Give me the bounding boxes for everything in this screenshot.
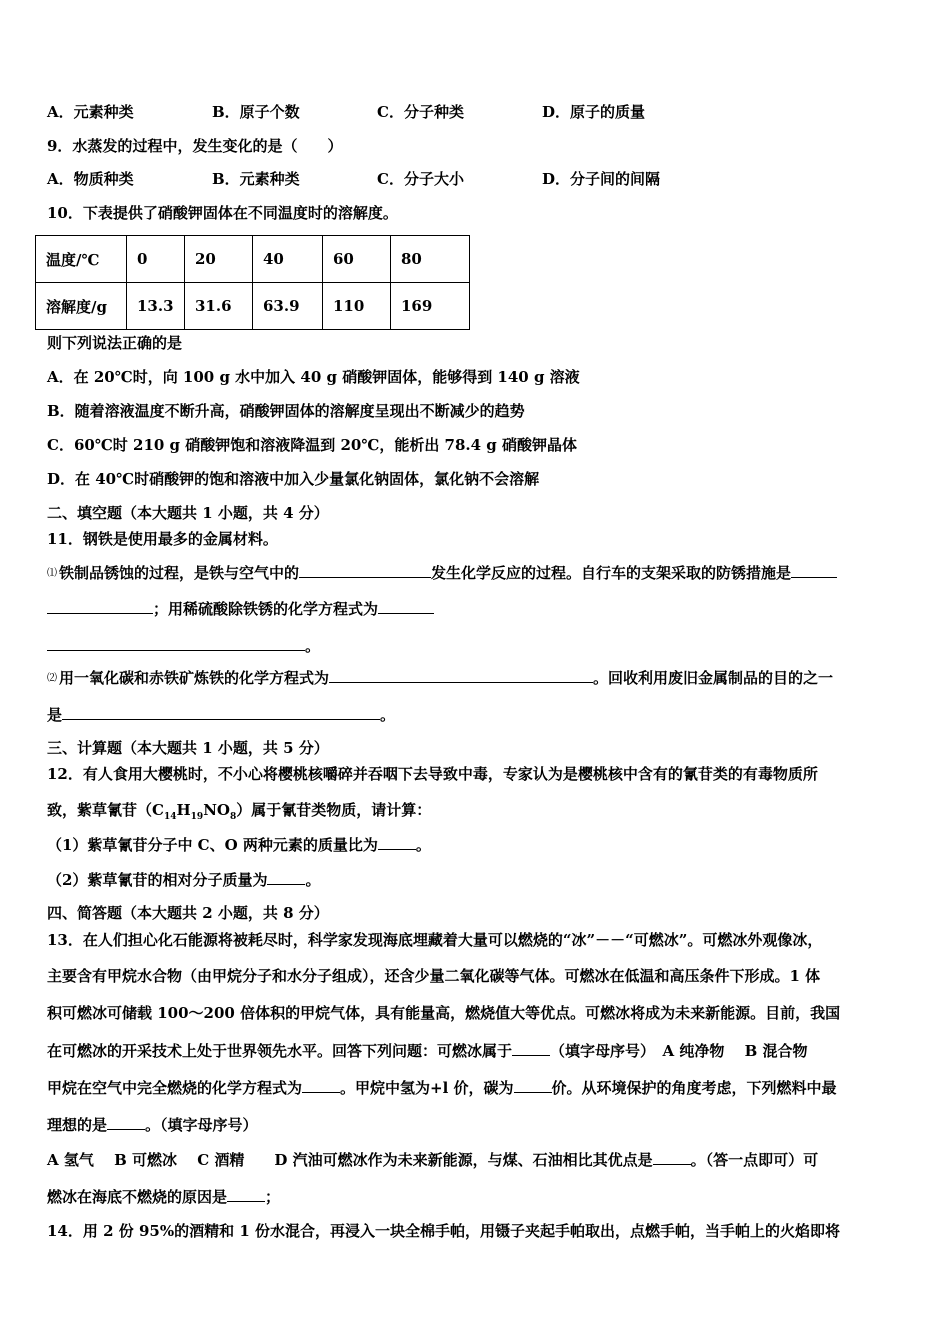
q9-option-b: B．元素种类	[212, 170, 300, 188]
table-row	[36, 236, 470, 283]
answer-blank	[47, 636, 305, 651]
q11-part1-line2	[47, 599, 434, 619]
q14-line1: 14．用 2 份 95%的酒精和 1 份水混合，再浸入一块全棉手帕，用镊子夹起手帕取出，点燃手帕，当手帕上的火焰即将	[47, 1222, 840, 1240]
q13-text: 。甲烷中氢为+l 价，碳为	[340, 1079, 514, 1097]
answer-blank	[62, 705, 380, 720]
section3-heading: 三、计算题（本大题共 1 小题，共 5 分）	[47, 739, 329, 757]
q12-line1: 12．有人食用大樱桃时，不小心将樱桃核嚼碎并吞咽下去导致中毒，专家认为是樱桃核中含有的氰苷类的有毒物质所	[47, 765, 818, 783]
period: 。	[305, 871, 321, 889]
table-cell: 63.9	[253, 283, 323, 330]
table-cell: 0	[127, 236, 185, 283]
q8-option-c: C．分子种类	[377, 103, 464, 121]
table-cell: 13.3	[127, 283, 185, 330]
table-cell: 169	[391, 283, 470, 330]
q8-option-d: D．原子的质量	[542, 103, 646, 121]
q11-p1-text: ；用稀硫酸除铁锈的化学方程式为	[153, 600, 379, 618]
answer-blank	[227, 1187, 265, 1202]
q13-line6	[47, 1115, 258, 1135]
q8-option-b: B．原子个数	[212, 103, 300, 121]
q10-option-c: C．60℃时 210 g 硝酸钾饱和溶液降温到 20℃，能析出 78.4 g 硝酸钾晶体	[47, 436, 578, 454]
answer-blank	[107, 1115, 145, 1130]
q9-option-a: A．物质种类	[47, 170, 134, 188]
q13-line1: 13．在人们担心化石能源将被耗尽时，科学家发现海底埋藏着大量可以燃烧的“冰”－－“可燃冰”。可燃冰外观像冰，	[47, 931, 823, 949]
section4-heading: 四、简答题（本大题共 2 小题，共 8 分）	[47, 904, 329, 922]
q13-text: 。（填字母序号）	[145, 1116, 258, 1134]
q12-text: ）属于氰苷类物质，请计算：	[236, 801, 432, 819]
q13-line5	[47, 1078, 837, 1098]
q8-option-a: A．元素种类	[47, 103, 134, 121]
q11-p1-text: 铁制品锈蚀的过程，是铁与空气中的	[59, 564, 300, 582]
q12-line2	[47, 800, 431, 827]
q13-line2: 主要含有甲烷水合物（由甲烷分子和水分子组成），还含少量二氧化碳等气体。可燃冰在低温和高压条件下形成。1 体	[47, 967, 821, 985]
q13-text: 甲烷在空气中完全燃烧的化学方程式为	[47, 1079, 303, 1097]
q11-p2-text: 。回收利用废旧金属制品的目的之一	[593, 669, 834, 687]
answer-blank	[267, 870, 305, 885]
q13-text: （填字母序号） A 纯净物 B 混合物	[550, 1042, 808, 1060]
answer-blank	[653, 1150, 691, 1165]
q13-line4	[47, 1041, 808, 1061]
part-marker: ⑴	[47, 568, 57, 579]
q12-sub1-text: （1）紫草氰苷分子中 C、O 两种元素的质量比为	[47, 836, 378, 854]
q11-part1-line3	[47, 636, 320, 656]
q13-line7	[47, 1150, 818, 1170]
q13-text: 。（答一点即可）可	[690, 1151, 819, 1169]
part-marker: ⑵	[47, 673, 57, 684]
period: 。	[380, 706, 396, 724]
q10-option-d: D．在 40℃时硝酸钾的饱和溶液中加入少量氯化钠固体，氯化钠不会溶解	[47, 470, 540, 488]
q13-line3: 积可燃冰可储载 100～200 倍体积的甲烷气体，具有能量高，燃烧值大等优点。可燃冰将成为未来新能源。目前，我国	[47, 1004, 841, 1022]
solubility-table	[35, 235, 470, 330]
table-cell: 80	[391, 236, 470, 283]
answer-blank	[514, 1078, 552, 1093]
q10-option-b: B．随着溶液温度不断升高，硝酸钾固体的溶解度呈现出不断减少的趋势	[47, 402, 525, 420]
table-cell: 20	[185, 236, 253, 283]
table-cell: 60	[323, 236, 391, 283]
q12-sub1	[47, 835, 431, 855]
q13-text: ；	[265, 1188, 281, 1206]
table-cell: 110	[323, 283, 391, 330]
answer-blank	[329, 668, 593, 683]
q13-text: 价。从环境保护的角度考虑，下列燃料中最	[551, 1079, 837, 1097]
period: 。	[415, 836, 431, 854]
q10-option-a: A．在 20℃时，向 100 g 水中加入 40 g 硝酸钾固体，能够得到 140 g 溶液	[47, 368, 580, 386]
answer-blank	[302, 1078, 340, 1093]
q13-text: A 氢气 B 可燃冰 C 酒精 D 汽油可燃冰作为未来新能源，与煤、石油相比其优点是	[47, 1151, 653, 1169]
q9-option-d: D．分子间的间隔	[542, 170, 661, 188]
answer-blank	[47, 599, 153, 614]
q13-line8	[47, 1187, 280, 1207]
q13-text: 理想的是	[47, 1116, 108, 1134]
q12-sub2-text: （2）紫草氰苷的相对分子质量为	[47, 871, 268, 889]
table-cell: 31.6	[185, 283, 253, 330]
formula-text: H	[176, 801, 191, 819]
q11-p1-text: 发生化学反应的过程。自行车的支架采取的防锈措施是	[431, 564, 792, 582]
section2-heading: 二、填空题（本大题共 1 小题，共 4 分）	[47, 504, 329, 522]
table-row	[36, 283, 470, 330]
answer-blank	[378, 835, 416, 850]
formula-subscript: 8	[229, 812, 237, 822]
q11-part2-line2	[47, 705, 395, 725]
q9-option-c: C．分子大小	[377, 170, 464, 188]
q10-prompt: 则下列说法正确的是	[47, 334, 183, 352]
q11-p2-text: 是	[47, 706, 63, 724]
q12-sub2	[47, 870, 320, 890]
formula-subscript: 14	[163, 812, 177, 822]
table-cell: 40	[253, 236, 323, 283]
answer-blank	[378, 599, 434, 614]
answer-blank	[512, 1041, 550, 1056]
table-cell: 温度/℃	[36, 236, 127, 283]
answer-blank	[791, 563, 837, 578]
q9-stem: 9．水蒸发的过程中，发生变化的是（ ）	[47, 137, 343, 155]
formula-subscript: 19	[190, 812, 204, 822]
q10-stem: 10．下表提供了硝酸钾固体在不同温度时的溶解度。	[47, 204, 398, 222]
q11-part2-line1	[47, 668, 833, 689]
formula-text: NO	[203, 801, 230, 819]
q12-text: 致，紫草氰苷（C	[47, 801, 164, 819]
answer-blank	[299, 563, 431, 578]
table-cell: 溶解度/g	[36, 283, 127, 330]
q11-p2-text: 用一氧化碳和赤铁矿炼铁的化学方程式为	[59, 669, 330, 687]
q13-text: 燃冰在海底不燃烧的原因是	[47, 1188, 228, 1206]
period: 。	[305, 637, 321, 655]
q11-stem: 11．钢铁是使用最多的金属材料。	[47, 530, 278, 548]
q11-part1-line1	[47, 563, 837, 584]
q13-text: 在可燃冰的开采技术上处于世界领先水平。回答下列问题：可燃冰属于	[47, 1042, 513, 1060]
